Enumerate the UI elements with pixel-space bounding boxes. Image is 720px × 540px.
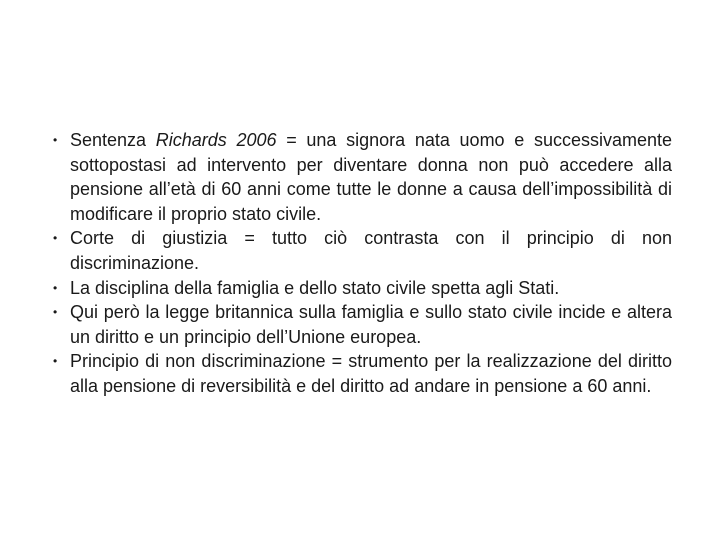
bullet-dot-icon: •	[53, 231, 58, 246]
bullet-text: La disciplina della famiglia e dello stato civile spetta agli Stati.	[70, 277, 560, 298]
bullet-text: Corte di giustizia = tutto ciò contrasta con il principio di non discriminazione.	[70, 228, 672, 273]
bullet-item	[50, 276, 672, 301]
bullet-text: Principio di non discriminazione = strumento per la realizzazione del diritto alla pensione di reversibilità e del diritto ad andare in pensione a 60 anni.	[70, 351, 672, 396]
bullet-dot-icon: •	[53, 305, 58, 320]
bullet-segment: = una signora nata uomo e successivamente sottopostasi ad intervento per diventare donna non può accedere alla pensione all’età di 60 anni come tutte le donne a causa dell’impossibilità di modificare il proprio stato civile.	[70, 130, 673, 224]
bullet-list	[50, 128, 672, 399]
bullet-dot-icon: •	[53, 133, 58, 147]
bullet-item	[50, 300, 672, 349]
bullet-segment-italic: Richards 2006	[155, 130, 277, 150]
bullet-text: Qui però la legge britannica sulla famiglia e sullo stato civile incide e altera un diritto e un principio dell’Unione europea.	[70, 302, 672, 347]
bullet-segment: Sentenza	[70, 130, 156, 150]
bullet-dot-icon: •	[53, 354, 58, 369]
bullet-item	[50, 226, 672, 275]
bullet-item	[50, 349, 672, 398]
bullet-dot-icon: •	[53, 280, 58, 295]
bullet-item	[50, 128, 672, 226]
bullet-text	[70, 130, 672, 224]
